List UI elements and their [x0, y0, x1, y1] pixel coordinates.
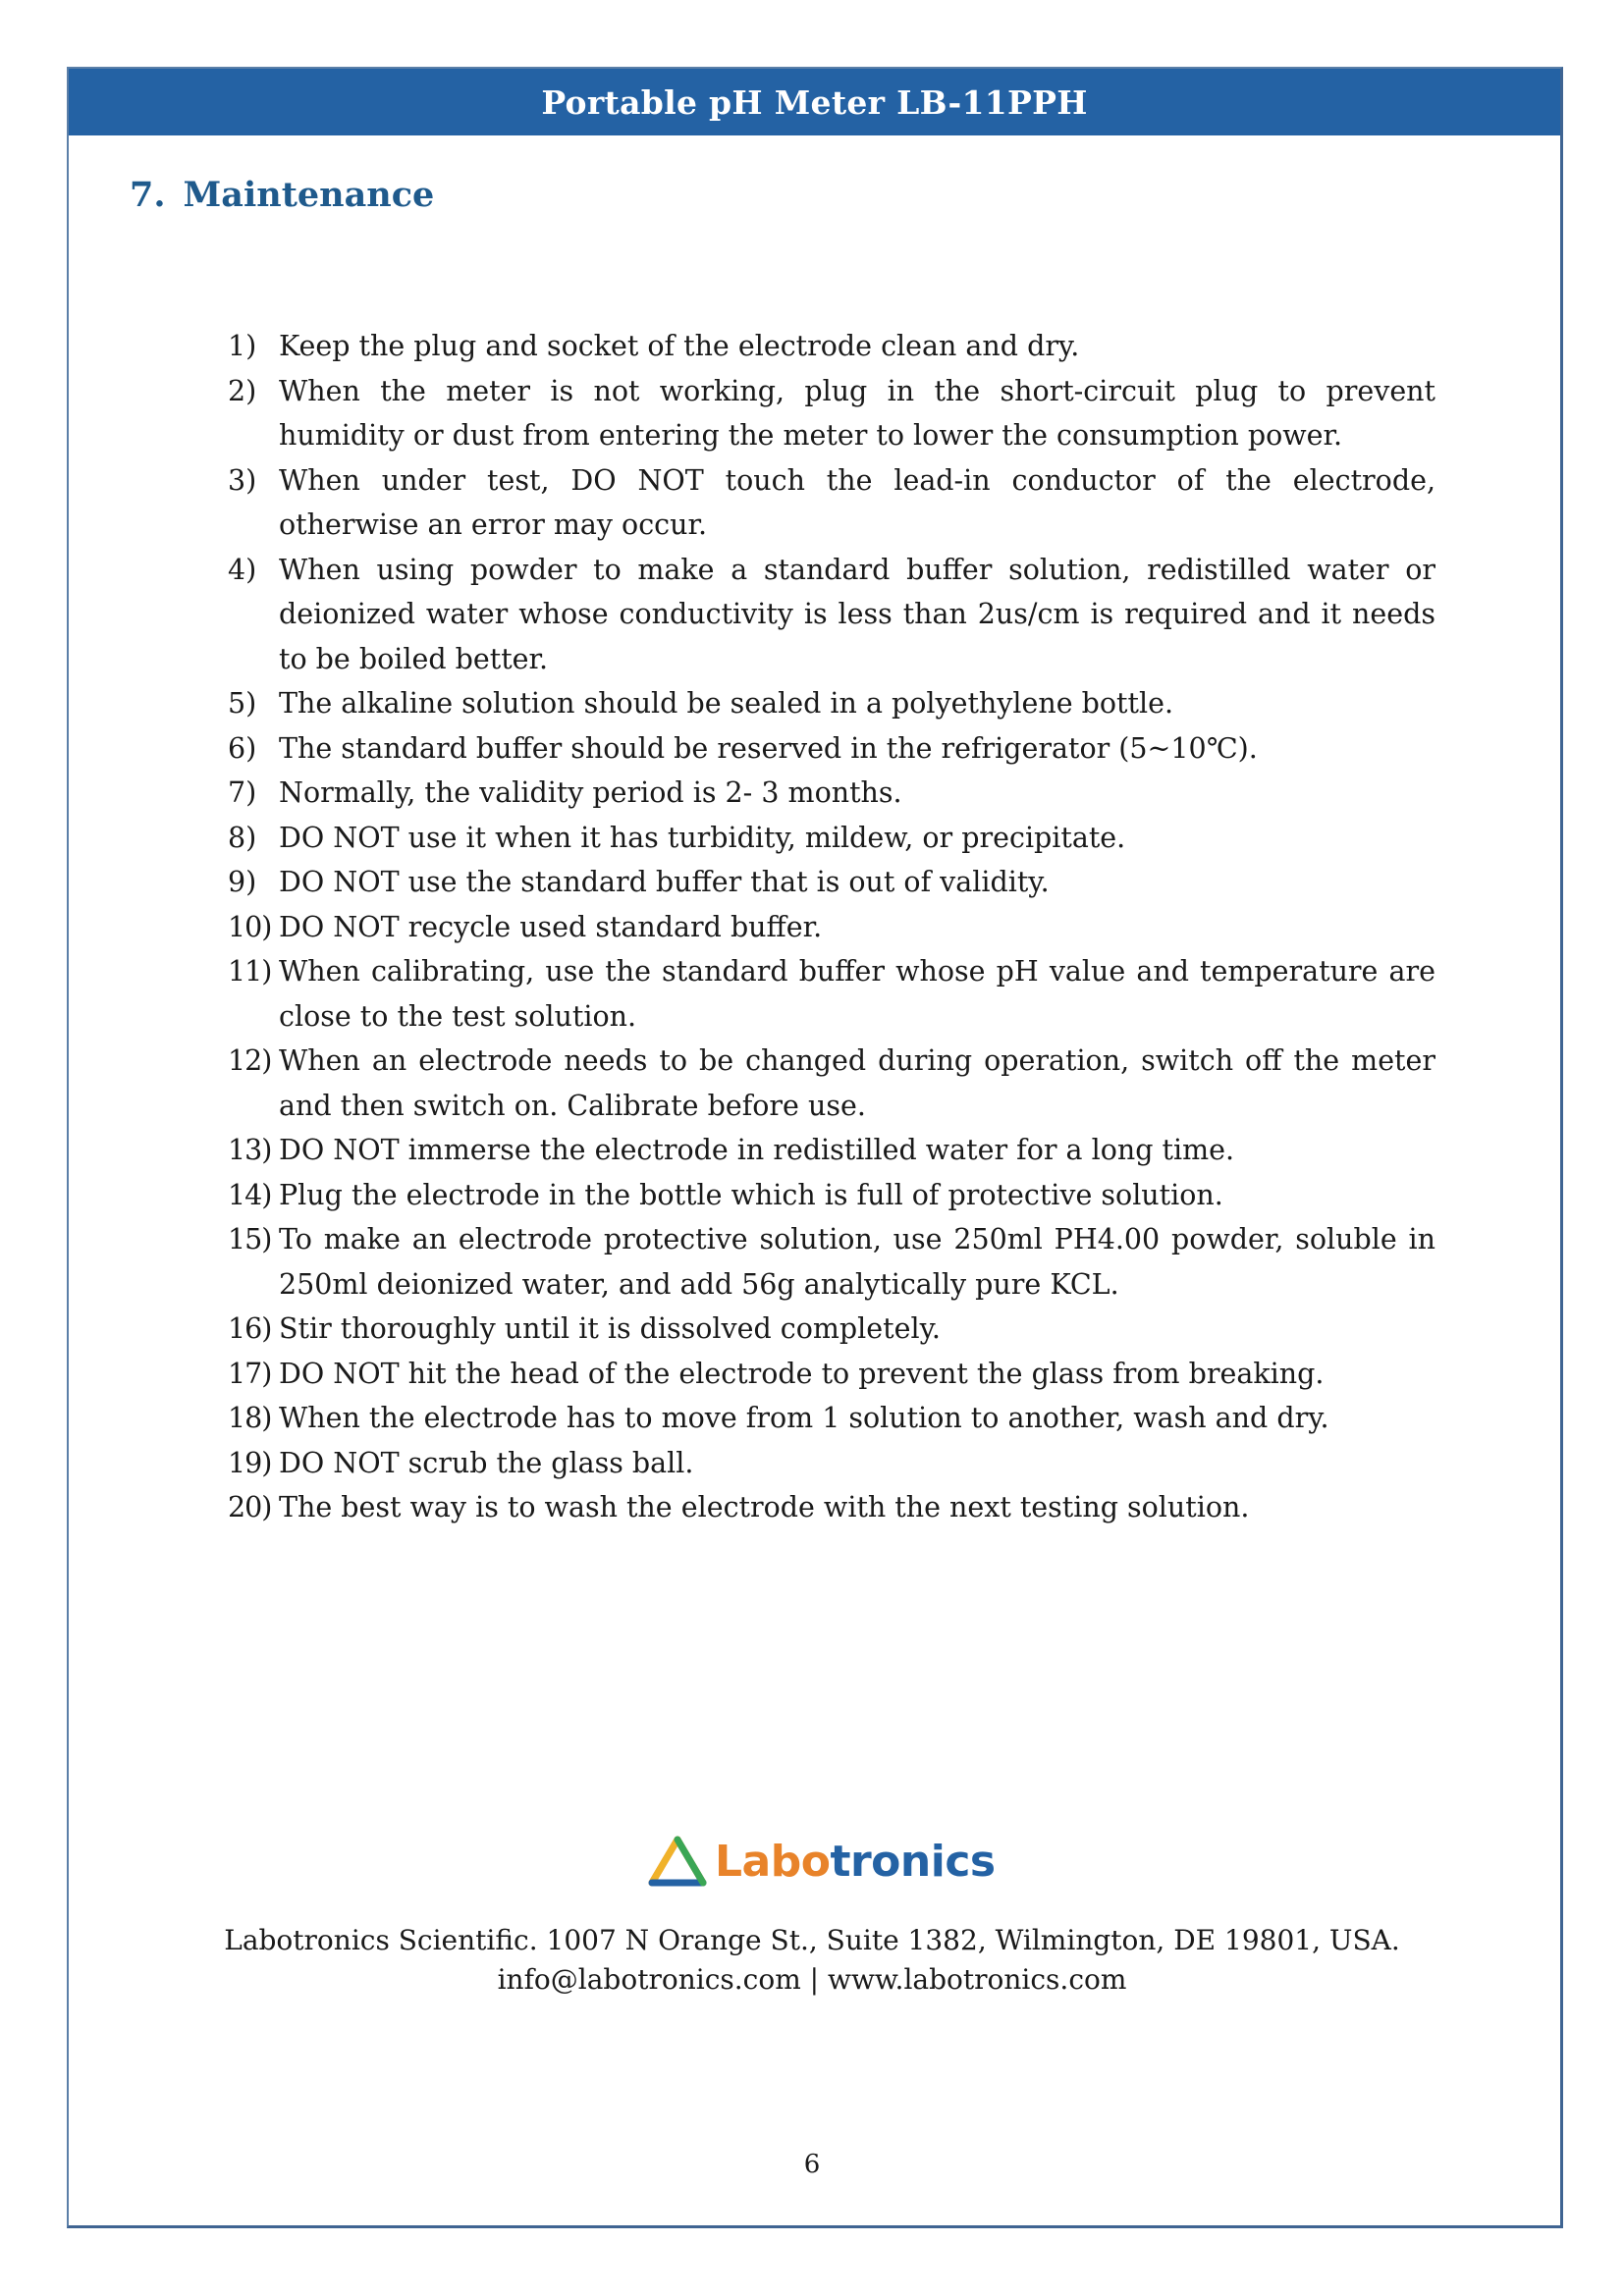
list-item [228, 949, 1435, 1039]
list-item [228, 1128, 1435, 1173]
logo-wordmark: Labotronics [715, 1836, 996, 1887]
list-item [228, 816, 1435, 861]
section-title: Maintenance [183, 175, 435, 215]
triangle-logo-icon [648, 1836, 707, 1887]
section-heading [130, 175, 434, 215]
list-item-number: 19) [228, 1446, 272, 1479]
list-item [228, 1485, 1435, 1530]
list-item-text: When an electrode needs to be changed during operation, switch off the meter and then switch on. Calibrate before use. [279, 1044, 1435, 1122]
list-item-text: DO NOT hit the head of the electrode to prevent the glass from breaking. [279, 1357, 1325, 1390]
list-item-text: The best way is to wash the electrode with the next testing solution. [279, 1491, 1250, 1523]
footer-contact: info@labotronics.com | www.labotronics.com [497, 1963, 1127, 1996]
list-item-number: 5) [228, 687, 257, 720]
maintenance-list [228, 324, 1435, 1530]
list-item-text: When calibrating, use the standard buffer whose pH value and temperature are close to the test solution. [279, 955, 1435, 1033]
list-item-number: 14) [228, 1178, 272, 1211]
list-item [228, 1441, 1435, 1486]
list-item-number: 4) [228, 553, 257, 586]
list-item [228, 860, 1435, 905]
list-item [228, 548, 1435, 682]
document-title: Portable pH Meter LB-11PPH [541, 82, 1088, 122]
list-item-number: 7) [228, 776, 257, 809]
list-item-number: 17) [228, 1357, 272, 1390]
list-item-text: DO NOT immerse the electrode in redistilled water for a long time. [279, 1134, 1235, 1166]
list-item [228, 681, 1435, 726]
list-item-text: DO NOT scrub the glass ball. [279, 1446, 694, 1479]
list-item-number: 8) [228, 821, 257, 854]
list-item-number: 18) [228, 1402, 272, 1434]
list-item-text: DO NOT use it when it has turbidity, mildew, or precipitate. [279, 821, 1126, 854]
list-item [228, 369, 1435, 458]
list-item-number: 1) [228, 330, 257, 362]
list-item-text: Keep the plug and socket of the electrode clean and dry. [279, 330, 1080, 362]
list-item [228, 905, 1435, 950]
header-bar [69, 69, 1560, 135]
list-item-text: Stir thoroughly until it is dissolved completely. [279, 1312, 941, 1345]
list-item [228, 1039, 1435, 1128]
list-item [228, 1307, 1435, 1352]
list-item-number: 11) [228, 955, 272, 988]
section-number: 7. [130, 175, 166, 215]
list-item-text: When under test, DO NOT touch the lead-in conductor of the electrode, otherwise an error may occur. [279, 463, 1435, 541]
list-item-number: 20) [228, 1491, 272, 1523]
list-item-number: 12) [228, 1044, 272, 1077]
list-item-text: When the meter is not working, plug in the short-circuit plug to prevent humidity or dust from entering the meter to lower the consumption power. [279, 374, 1435, 452]
list-item-text: When the electrode has to move from 1 solution to another, wash and dry. [279, 1402, 1329, 1434]
list-item-text: DO NOT recycle used standard buffer. [279, 910, 823, 943]
list-item-text: To make an electrode protective solution, use 250ml PH4.00 powder, soluble in 250ml deionized water, and add 56g analytically pure KCL. [279, 1223, 1435, 1301]
list-item-number: 10) [228, 910, 272, 943]
list-item-number: 16) [228, 1312, 272, 1345]
list-item-text: The alkaline solution should be sealed in a polyethylene bottle. [279, 687, 1173, 720]
list-item-text: Plug the electrode in the bottle which is full of protective solution. [279, 1178, 1223, 1211]
list-item-number: 2) [228, 374, 257, 407]
list-item-number: 13) [228, 1134, 272, 1166]
list-item-text: The standard buffer should be reserved in the refrigerator (5~10℃). [279, 731, 1258, 765]
list-item [228, 458, 1435, 548]
list-item [228, 1217, 1435, 1307]
list-item-number: 3) [228, 463, 257, 497]
list-item-number: 15) [228, 1223, 272, 1255]
list-item-number: 6) [228, 731, 257, 765]
list-item [228, 726, 1435, 772]
list-item [228, 1352, 1435, 1397]
company-logo [648, 1836, 996, 1887]
list-item-text: DO NOT use the standard buffer that is out of validity. [279, 866, 1050, 898]
list-item [228, 1173, 1435, 1218]
list-item [228, 1396, 1435, 1441]
list-item [228, 771, 1435, 816]
page-number: 6 [803, 2150, 821, 2179]
list-item-text: When using powder to make a standard buffer solution, redistilled water or deionized water whose conductivity is less than 2us/cm is required and it needs to be boiled better. [279, 553, 1435, 675]
footer-address: Labotronics Scientific. 1007 N Orange St., Suite 1382, Wilmington, DE 19801, USA. [224, 1924, 1400, 1956]
list-item-text: Normally, the validity period is 2- 3 months. [279, 776, 902, 809]
list-item-number: 9) [228, 866, 257, 898]
list-item [228, 324, 1435, 369]
